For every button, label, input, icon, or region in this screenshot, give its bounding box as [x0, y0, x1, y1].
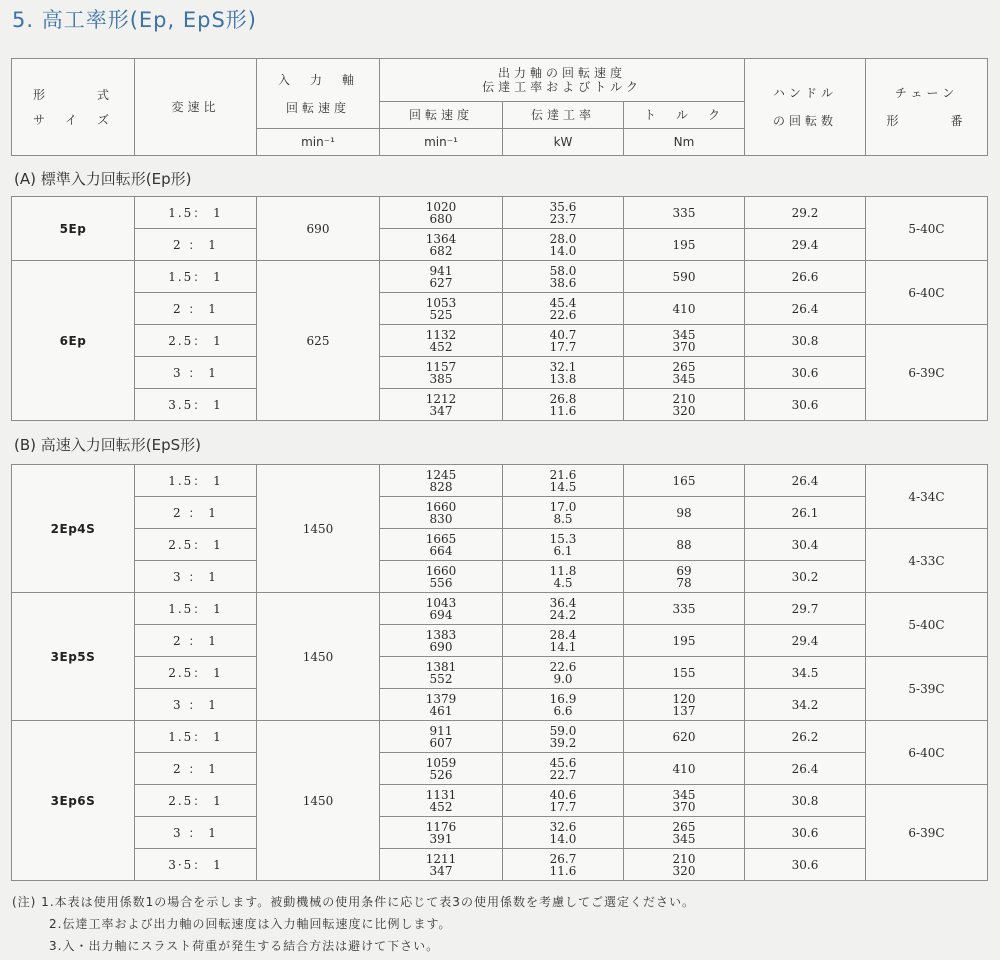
torque-cell: 335: [624, 197, 745, 229]
handle-cell: 30.6: [745, 817, 866, 849]
output-speed-cell: 1381 552: [380, 657, 503, 689]
header-handle: ハンドル の回転数: [745, 59, 866, 156]
ratio-cell: 3 ： 1: [135, 561, 257, 593]
model-cell: 5Ep: [12, 197, 135, 261]
ratio-cell: 1.5： 1: [135, 465, 257, 497]
table-row: [12, 389, 988, 421]
torque-cell: 335: [624, 593, 745, 625]
header-torque-unit: Nm: [624, 129, 745, 156]
ratio-cell: 2.5： 1: [135, 657, 257, 689]
table-row: [12, 261, 988, 293]
input-speed-cell: 1450: [257, 721, 380, 881]
ratio-cell: 2 ： 1: [135, 625, 257, 657]
table-row: [12, 325, 988, 357]
torque-cell: 98: [624, 497, 745, 529]
power-cell: 32.1 13.8: [503, 357, 624, 389]
output-speed-cell: 1132 452: [380, 325, 503, 357]
handle-cell: 30.8: [745, 785, 866, 817]
output-speed-cell: 1157 385: [380, 357, 503, 389]
ratio-cell: 3.5： 1: [135, 389, 257, 421]
handle-cell: 26.1: [745, 497, 866, 529]
table-row: [12, 817, 988, 849]
ratio-cell: 1.5： 1: [135, 593, 257, 625]
torque-cell: 88: [624, 529, 745, 561]
power-cell: 28.4 14.1: [503, 625, 624, 657]
section-b-table: [11, 464, 988, 881]
power-cell: 21.6 14.5: [503, 465, 624, 497]
output-speed-cell: 1245 828: [380, 465, 503, 497]
ratio-cell: 2 ： 1: [135, 497, 257, 529]
table-row: [12, 497, 988, 529]
power-cell: 36.4 24.2: [503, 593, 624, 625]
output-speed-cell: 941 627: [380, 261, 503, 293]
torque-cell: 69 78: [624, 561, 745, 593]
torque-cell: 410: [624, 753, 745, 785]
ratio-cell: 3·5： 1: [135, 849, 257, 881]
section-a-label: (A) 標準入力回転形(Ep形): [14, 170, 192, 188]
ratio-cell: 3 ： 1: [135, 689, 257, 721]
chain-cell: 4-34C: [866, 465, 988, 529]
table-row: [12, 593, 988, 625]
chain-cell: 6-39C: [866, 785, 988, 881]
ratio-cell: 3 ： 1: [135, 817, 257, 849]
torque-cell: 410: [624, 293, 745, 325]
handle-cell: 30.6: [745, 389, 866, 421]
table-row: [12, 229, 988, 261]
chain-cell: 4-33C: [866, 529, 988, 593]
table-row: [12, 689, 988, 721]
handle-cell: 34.2: [745, 689, 866, 721]
note-3: 3.入・出力軸にスラスト荷重が発生する結合方法は避けて下さい。: [49, 939, 440, 953]
torque-cell: 265 345: [624, 817, 745, 849]
table-row: [12, 753, 988, 785]
ratio-cell: 1.5： 1: [135, 261, 257, 293]
table-row: [12, 657, 988, 689]
torque-cell: 195: [624, 229, 745, 261]
chain-cell: 6-40C: [866, 261, 988, 325]
header-input-unit: min⁻¹: [257, 129, 380, 156]
output-speed-cell: 1665 664: [380, 529, 503, 561]
table-row: [12, 529, 988, 561]
input-speed-cell: 690: [257, 197, 380, 261]
power-cell: 16.9 6.6: [503, 689, 624, 721]
header-input-speed: 入 力 軸 回転速度: [257, 59, 380, 129]
notes: [12, 891, 695, 957]
torque-cell: 265 345: [624, 357, 745, 389]
ratio-cell: 2 ： 1: [135, 753, 257, 785]
handle-cell: 30.8: [745, 325, 866, 357]
input-speed-cell: 1450: [257, 593, 380, 721]
torque-cell: 165: [624, 465, 745, 497]
power-cell: 11.8 4.5: [503, 561, 624, 593]
table-row: [12, 197, 988, 229]
torque-cell: 345 370: [624, 785, 745, 817]
table-row: [12, 465, 988, 497]
output-speed-cell: 1043 694: [380, 593, 503, 625]
output-speed-cell: 1379 461: [380, 689, 503, 721]
ratio-cell: 2 ： 1: [135, 293, 257, 325]
page-title: 5. 高工率形(Ep, EpS形): [12, 8, 257, 32]
torque-cell: 620: [624, 721, 745, 753]
power-cell: 40.7 17.7: [503, 325, 624, 357]
model-cell: 3Ep5S: [12, 593, 135, 721]
power-cell: 45.4 22.6: [503, 293, 624, 325]
torque-cell: 195: [624, 625, 745, 657]
torque-cell: 120 137: [624, 689, 745, 721]
model-cell: 3Ep6S: [12, 721, 135, 881]
output-speed-cell: 1364 682: [380, 229, 503, 261]
chain-cell: 6-40C: [866, 721, 988, 785]
power-cell: 35.6 23.7: [503, 197, 624, 229]
table-row: [12, 849, 988, 881]
handle-cell: 26.6: [745, 261, 866, 293]
output-speed-cell: 1020 680: [380, 197, 503, 229]
model-cell: 6Ep: [12, 261, 135, 421]
model-cell: 2Ep4S: [12, 465, 135, 593]
torque-cell: 210 320: [624, 849, 745, 881]
handle-cell: 30.6: [745, 849, 866, 881]
chain-cell: 5-40C: [866, 593, 988, 657]
power-cell: 26.8 11.6: [503, 389, 624, 421]
table-row: [12, 357, 988, 389]
chain-cell: 5-39C: [866, 657, 988, 721]
header-torque: ト ル ク: [624, 102, 745, 129]
output-speed-cell: 1212 347: [380, 389, 503, 421]
ratio-cell: 2.5： 1: [135, 785, 257, 817]
table-row: [12, 625, 988, 657]
ratio-cell: 1.5： 1: [135, 721, 257, 753]
ratio-cell: 2 ： 1: [135, 229, 257, 261]
output-speed-cell: 1211 347: [380, 849, 503, 881]
ratio-cell: 2.5： 1: [135, 325, 257, 357]
handle-cell: 26.2: [745, 721, 866, 753]
power-cell: 32.6 14.0: [503, 817, 624, 849]
output-speed-cell: 1059 526: [380, 753, 503, 785]
handle-cell: 26.4: [745, 465, 866, 497]
header-output-group: 出力軸の回転速度 伝達工率およびトルク: [380, 59, 745, 102]
ratio-cell: 2.5： 1: [135, 529, 257, 561]
handle-cell: 30.6: [745, 357, 866, 389]
output-speed-cell: 1131 452: [380, 785, 503, 817]
header-out-speed-unit: min⁻¹: [380, 129, 503, 156]
chain-cell: 6-39C: [866, 325, 988, 421]
header-model: 形 式 サ イ ズ: [12, 59, 135, 156]
header-chain: チェーン 形 番: [866, 59, 988, 156]
output-speed-cell: 1176 391: [380, 817, 503, 849]
table-row: [12, 785, 988, 817]
handle-cell: 26.4: [745, 293, 866, 325]
power-cell: 28.0 14.0: [503, 229, 624, 261]
handle-cell: 26.4: [745, 753, 866, 785]
header-table: [11, 58, 988, 156]
handle-cell: 30.4: [745, 529, 866, 561]
handle-cell: 29.7: [745, 593, 866, 625]
header-out-speed: 回転速度: [380, 102, 503, 129]
table-row: [12, 293, 988, 325]
handle-cell: 29.2: [745, 197, 866, 229]
header-power-unit: kW: [503, 129, 624, 156]
power-cell: 15.3 6.1: [503, 529, 624, 561]
handle-cell: 29.4: [745, 229, 866, 261]
torque-cell: 155: [624, 657, 745, 689]
output-speed-cell: 1053 525: [380, 293, 503, 325]
torque-cell: 590: [624, 261, 745, 293]
torque-cell: 210 320: [624, 389, 745, 421]
power-cell: 40.6 17.7: [503, 785, 624, 817]
output-speed-cell: 1660 556: [380, 561, 503, 593]
header-power: 伝達工率: [503, 102, 624, 129]
power-cell: 26.7 11.6: [503, 849, 624, 881]
handle-cell: 30.2: [745, 561, 866, 593]
torque-cell: 345 370: [624, 325, 745, 357]
power-cell: 22.6 9.0: [503, 657, 624, 689]
input-speed-cell: 1450: [257, 465, 380, 593]
ratio-cell: 3 ： 1: [135, 357, 257, 389]
ratio-cell: 1.5： 1: [135, 197, 257, 229]
output-speed-cell: 1383 690: [380, 625, 503, 657]
section-a-table: [11, 196, 988, 421]
table-row: [12, 721, 988, 753]
input-speed-cell: 625: [257, 261, 380, 421]
handle-cell: 29.4: [745, 625, 866, 657]
power-cell: 17.0 8.5: [503, 497, 624, 529]
output-speed-cell: 911 607: [380, 721, 503, 753]
table-row: [12, 561, 988, 593]
power-cell: 59.0 39.2: [503, 721, 624, 753]
note-1: (注) 1.本表は使用係数1の場合を示します。被動機械の使用条件に応じて表3の使用係数を考慮してご選定ください。: [12, 895, 695, 909]
header-ratio: 変速比: [135, 59, 257, 156]
chain-cell: 5-40C: [866, 197, 988, 261]
output-speed-cell: 1660 830: [380, 497, 503, 529]
power-cell: 58.0 38.6: [503, 261, 624, 293]
note-2: 2.伝達工率および出力軸の回転速度は入力軸回転速度に比例します。: [49, 917, 452, 931]
handle-cell: 34.5: [745, 657, 866, 689]
power-cell: 45.6 22.7: [503, 753, 624, 785]
section-b-label: (B) 高速入力回転形(EpS形): [14, 436, 201, 454]
